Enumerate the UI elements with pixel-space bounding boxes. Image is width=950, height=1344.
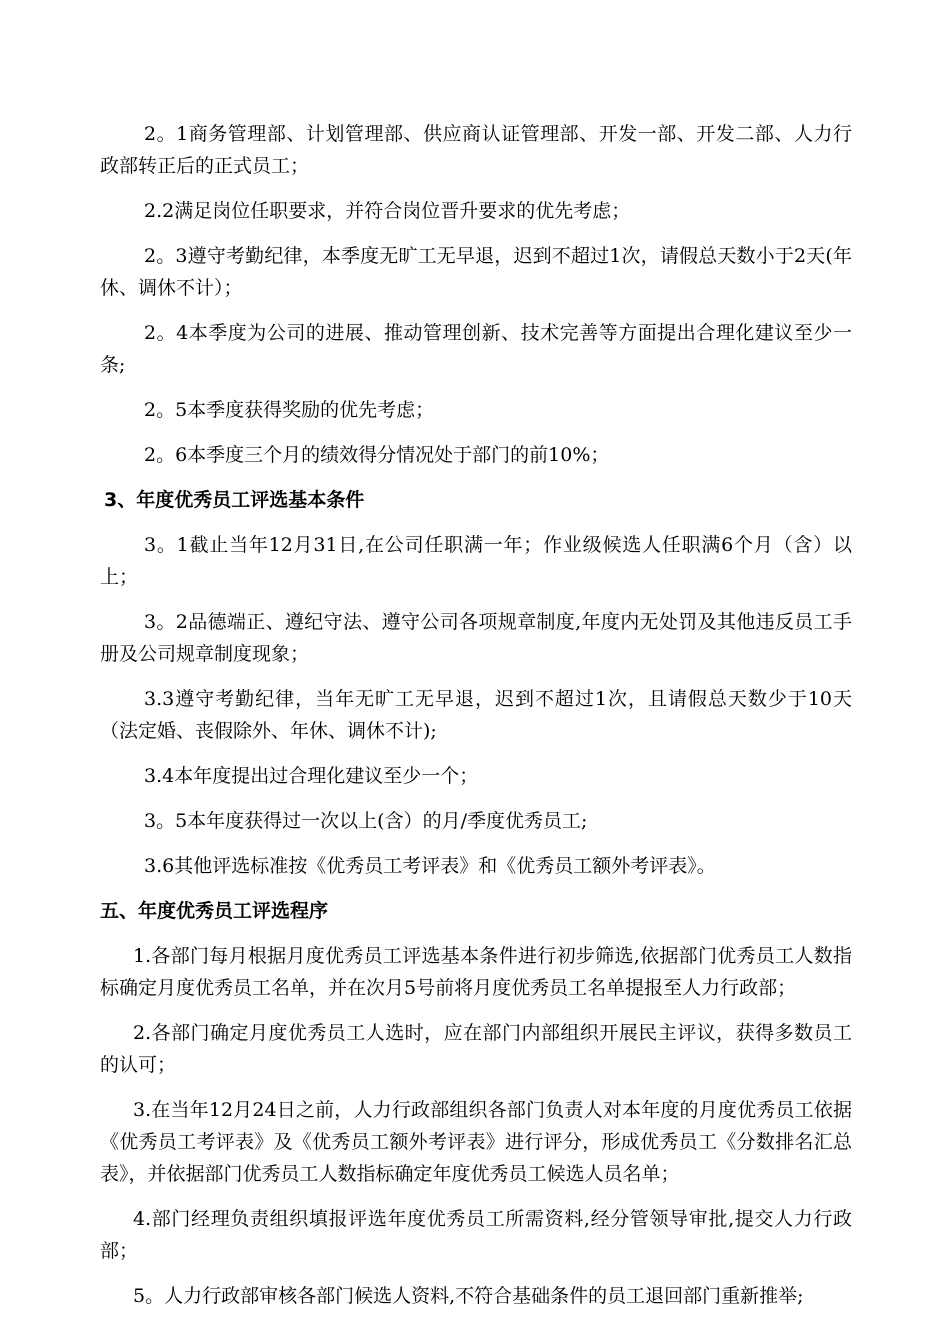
procedure-step-3: 3.在当年12月24日之前，人力行政部组织各部门负责人对本年度的月度优秀员工依据《优秀员工考评表》及《优秀员工额外考评表》进行评分，形成优秀员工《分数排名汇总表》，并依据部门优秀员工人数指标确定年度优秀员工候选人员名单； bbox=[100, 1099, 852, 1185]
paragraph-3-4: 3.4本年度提出过合理化建议至少一个； bbox=[144, 765, 479, 787]
paragraph-2-6: 2。6本季度三个月的绩效得分情况处于部门的前10%； bbox=[144, 444, 610, 466]
paragraph-2-3: 2。3遵守考勤纪律，本季度无旷工无早退，迟到不超过1次，请假总天数小于2天(年休、调休不计）； bbox=[100, 245, 852, 299]
procedure-step-1: 1.各部门每月根据月度优秀员工评选基本条件进行初步筛选,依据部门优秀员工人数指标确定月度优秀员工名单，并在次月5号前将月度优秀员工名单提报至人力行政部； bbox=[100, 945, 852, 999]
paragraph-3-2: 3。2品德端正、遵纪守法、遵守公司各项规章制度,年度内无处罚及其他违反员工手册及公司规章制度现象； bbox=[100, 611, 852, 665]
paragraph-3-6: 3.6其他评选标准按《优秀员工考评表》和《优秀员工额外考评表》。 bbox=[144, 855, 716, 877]
paragraph-3-3: 3.3遵守考勤纪律，当年无旷工无早退，迟到不超过1次，且请假总天数少于10天（法定婚、丧假除外、年休、调休不计); bbox=[100, 688, 852, 742]
document-page bbox=[100, 118, 852, 1325]
paragraph-2-4: 2。4本季度为公司的进展、推动管理创新、技术完善等方面提出合理化建议至少一条; bbox=[100, 322, 852, 376]
procedure-step-5: 5。人力行政部审核各部门候选人资料,不符合基础条件的员工退回部门重新推举; bbox=[133, 1285, 804, 1307]
paragraph-2-5: 2。5本季度获得奖励的优先考虑； bbox=[144, 399, 435, 421]
paragraph-2-1: 2。1商务管理部、计划管理部、供应商认证管理部、开发一部、开发二部、人力行政部转正后的正式员工； bbox=[100, 123, 852, 177]
paragraph-2-2: 2.2满足岗位任职要求，并符合岗位晋升要求的优先考虑； bbox=[144, 200, 631, 222]
paragraph-3-1: 3。1截止当年12月31日,在公司任职满一年；作业级候选人任职满6个月（含）以上； bbox=[100, 534, 852, 588]
procedure-step-2: 2.各部门确定月度优秀员工人选时，应在部门内部组织开展民主评议，获得多数员工的认可； bbox=[100, 1022, 852, 1076]
section-heading-annual-criteria: 3、年度优秀员工评选基本条件 bbox=[104, 489, 365, 511]
section-heading-selection-procedure: 五、年度优秀员工评选程序 bbox=[100, 900, 329, 922]
procedure-step-4: 4.部门经理负责组织填报评选年度优秀员工所需资料,经分管领导审批,提交人力行政部； bbox=[100, 1208, 852, 1262]
paragraph-3-5: 3。5本年度获得过一次以上(含）的月/季度优秀员工; bbox=[144, 810, 588, 832]
